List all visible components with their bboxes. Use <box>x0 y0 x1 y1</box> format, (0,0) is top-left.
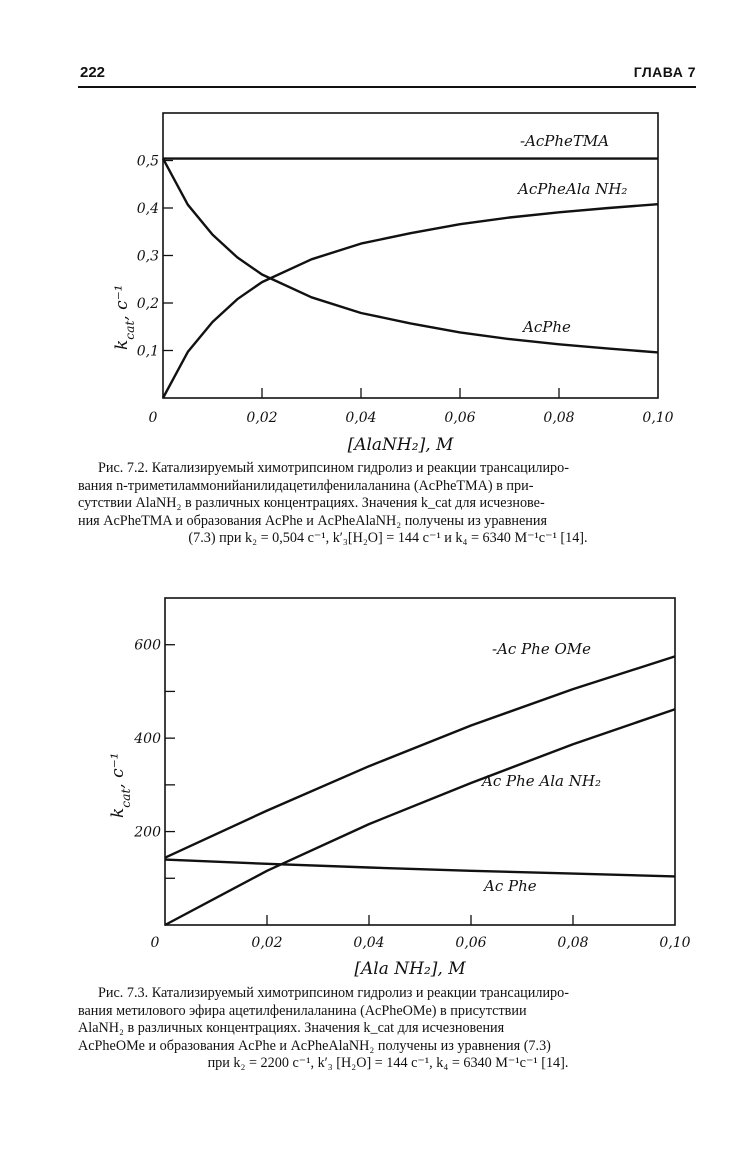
y-tick-label: 0,3 <box>136 248 159 265</box>
series-line <box>165 709 675 925</box>
header-rule <box>78 86 696 88</box>
series-label: -Ac Phe OMe <box>492 640 592 658</box>
y-tick-label: 0,4 <box>136 201 159 217</box>
series-label: AcPheAla NH₂ <box>518 180 628 198</box>
series-line <box>163 204 658 398</box>
series-label: AcPhe <box>523 318 571 336</box>
plot-frame <box>163 113 658 398</box>
page-number: 222 <box>80 64 106 81</box>
figure-7-3-caption <box>78 985 698 1073</box>
y-tick-label: 600 <box>134 637 161 654</box>
y-tick-label: 0,2 <box>136 296 159 312</box>
series-line <box>165 656 675 857</box>
figure-7-2-caption <box>78 460 698 548</box>
x-tick-label: 0,10 <box>659 935 691 951</box>
figure-7-2-chart <box>0 100 754 460</box>
caption-line: AlaNH₂ в различных концентрациях. Значения k_cat для исчезновения <box>78 1020 505 1036</box>
series-label: Ac Phe Ala NH₂ <box>482 772 601 790</box>
x-tick-label: 0,02 <box>251 935 283 951</box>
x-tick-label: 0 <box>148 410 158 426</box>
y-tick-label: 0,1 <box>136 343 159 360</box>
y-axis-label: $k_{cat}$, с⁻¹ <box>108 752 133 818</box>
y-tick-label: 400 <box>134 731 161 748</box>
caption-line: сутствии AlaNH₂ в различных концентрациях. Значения k_cat для исчезнове- <box>78 495 545 511</box>
series-label: -AcPheTMA <box>520 132 610 150</box>
x-tick-label: 0,02 <box>246 410 278 426</box>
x-axis-label: [Ala NH₂], M <box>354 959 466 978</box>
y-tick-label: 200 <box>134 824 161 841</box>
x-axis-label: [AlaNH₂], M <box>347 435 454 455</box>
figure-7-3-chart <box>0 578 754 978</box>
x-tick-label: 0,06 <box>455 935 487 951</box>
x-tick-label: 0,06 <box>444 410 476 426</box>
caption-line: вания метилового эфира ацетилфенилаланина (AcPheOMe) в присутствии <box>78 1002 527 1019</box>
chapter-heading: ГЛАВА 7 <box>633 64 696 80</box>
x-tick-label: 0,04 <box>345 410 377 426</box>
caption-line: AcPheOMe и образования AcPhe и AcPheAlaNH₂ получены из уравнения (7.3) <box>78 1037 551 1054</box>
series-label: Ac Phe <box>484 877 537 895</box>
caption-line: при k₂ = 2200 с⁻¹, k′₃ [H₂O] = 144 с⁻¹, k₄ = 6340 М⁻¹с⁻¹ [14]. <box>207 1055 569 1071</box>
series-line <box>165 860 675 877</box>
x-tick-label: 0 <box>150 935 160 951</box>
x-tick-label: 0,08 <box>557 935 589 951</box>
plot-frame <box>165 598 675 925</box>
caption-line: Рис. 7.2. Катализируемый химотрипсином гидролиз и реакции трансацилиро- <box>98 460 569 476</box>
caption-line: ния AcPheTMA и образования AcPhe и AcPheAlaNH₂ получены из уравнения <box>78 512 548 529</box>
x-tick-label: 0,10 <box>642 410 674 426</box>
x-tick-label: 0,08 <box>543 410 575 426</box>
caption-line: вания n-триметиламмонийанилидацетилфенилаланина (AcPheTMA) в при- <box>78 477 534 494</box>
caption-line: Рис. 7.3. Катализируемый химотрипсином гидролиз и реакции трансацилиро- <box>98 985 569 1001</box>
x-tick-label: 0,04 <box>353 935 385 951</box>
y-tick-label: 0,5 <box>136 153 159 170</box>
y-axis-label: $k_{cat}$, с⁻¹ <box>112 284 137 350</box>
caption-line: (7.3) при k₂ = 0,504 с⁻¹, k′₃[H₂O] = 144 с⁻¹ и k₄ = 6340 М⁻¹с⁻¹ [14]. <box>188 530 588 546</box>
